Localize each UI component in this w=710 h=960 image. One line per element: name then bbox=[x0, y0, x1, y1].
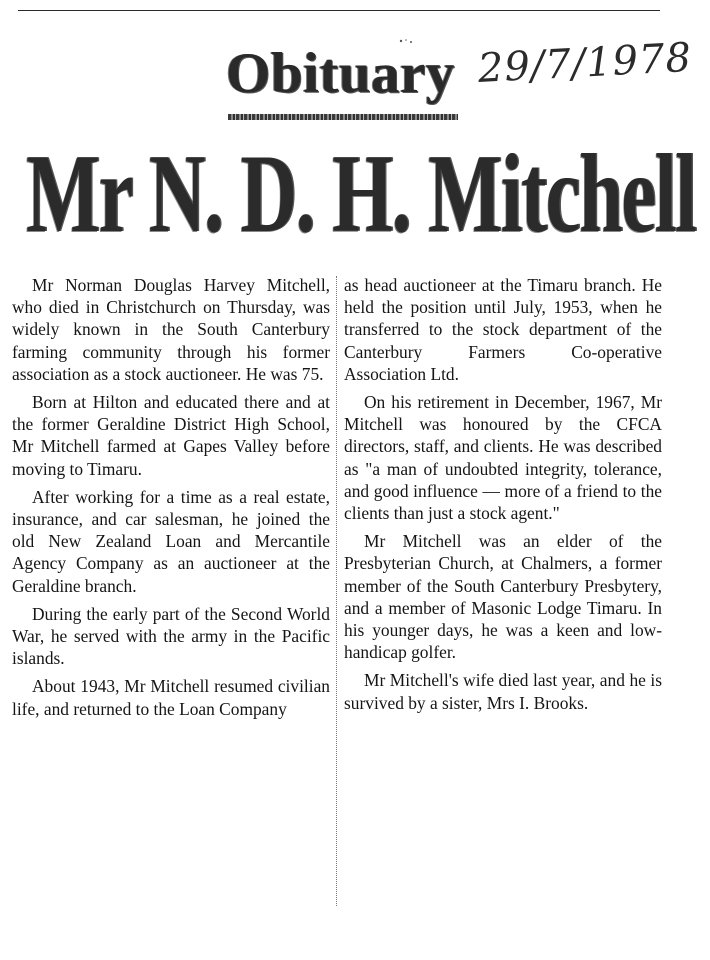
column-right bbox=[344, 274, 662, 714]
paragraph: Mr Norman Douglas Harvey Mitchell, who died in Christchurch on Thursday, was widely known in the South Canterbury farming community through his former association as a stock auctioneer. He was 75. bbox=[12, 275, 330, 384]
paragraph: About 1943, Mr Mitchell resumed civilian life, and returned to the Loan Company bbox=[12, 676, 330, 719]
paragraph: as head auctioneer at the Timaru branch. He held the position until July, 1953, when he transferred to the stock department of the Canterbury Farmers Co-operative Association Ltd. bbox=[344, 275, 662, 384]
paragraph: During the early part of the Second World War, he served with the army in the Pacific islands. bbox=[12, 603, 330, 669]
top-rule bbox=[18, 10, 660, 11]
heading-row bbox=[0, 34, 710, 126]
paragraph: Born at Hilton and educated there and at the former Geraldine District High School, Mr Mitchell farmed at Gapes Valley before moving to Timaru. bbox=[12, 392, 330, 479]
paragraph: Mr Mitchell was an elder of the Presbyterian Church, at Chalmers, a former member of the South Canterbury Presbytery, and a member of Masonic Lodge Timaru. In his younger days, he was a keen and low-handicap golfer. bbox=[344, 531, 662, 663]
paragraph: Mr Mitchell's wife died last year, and he is survived by a sister, Mrs I. Brooks. bbox=[344, 670, 662, 713]
handwritten-date: 29/7/1978 bbox=[476, 34, 694, 92]
column-left bbox=[12, 274, 330, 720]
paragraph: After working for a time as a real estate, insurance, and car salesman, he joined the old New Zealand Loan and Mercantile Agency Company as an auctioneer at the Geraldine branch. bbox=[12, 486, 330, 596]
section-label: Obituary bbox=[226, 42, 455, 105]
paragraph: On his retirement in December, 1967, Mr Mitchell was honoured by the CFCA directors, staff, and clients. He was described as "a man of undoubted integrity, tolerance, and good influence — more of a friend to the clients than just a stock agent." bbox=[344, 392, 662, 524]
section-underline bbox=[228, 114, 458, 120]
column-divider bbox=[336, 276, 337, 906]
headline: Mr N. D. H. Mitchell bbox=[26, 132, 696, 256]
